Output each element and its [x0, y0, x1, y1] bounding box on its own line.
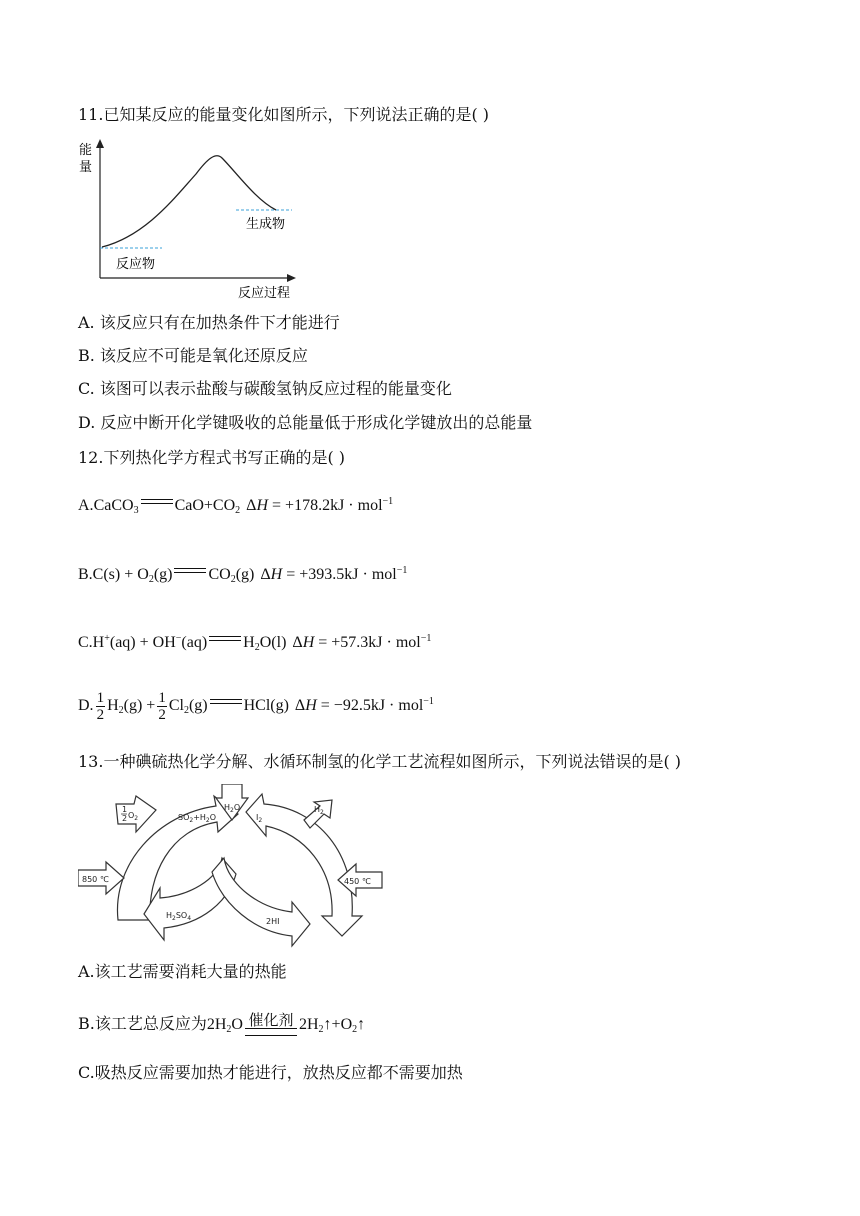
q12-option-d: D. $\frac{1}{2}$ $H_2(g)$ + $\frac{1}{2}$ $Cl_2(g)$ HCl(g) ΔH = −92.5kJ · mol$^{-1}$ [78, 690, 434, 723]
question-12-stem: 12.下列热化学方程式书写正确的是( ) [78, 448, 346, 467]
q11-option-b: B. 该反应不可能是氧化还原反应 [78, 346, 308, 365]
half-den: 2 [122, 814, 128, 823]
gas-arrow-icon: ↑ [323, 1016, 332, 1033]
gas-arrow-icon: ↑ [357, 1016, 366, 1033]
y-axis-arrow-icon [96, 139, 104, 148]
fraction-half: $\frac{1}{2}$ [158, 690, 166, 723]
hi-label: 2HI [266, 917, 280, 926]
question-11-stem: 11.已知某反应的能量变化如图所示，下列说法正确的是( ) [78, 105, 490, 124]
q13-option-b: B.该工艺总反应为$2H_2O$ 催化剂 $2H_2↑+O_2↑$ [78, 1012, 365, 1040]
h2so4-label: $H_2SO_4$ [166, 911, 192, 922]
i2-label: $I_2$ [256, 813, 263, 824]
product-label: 生成物 [246, 217, 286, 232]
reactant-label: 反应物 [116, 257, 156, 272]
energy-curve [102, 156, 276, 247]
question-13-stem: 13.一种碘硫热化学分解、水循环制氢的化学工艺流程如图所示，下列说法错误的是( ) [78, 752, 682, 771]
q13-option-a: A.该工艺需要消耗大量的热能 [78, 962, 287, 981]
hi-arrow [212, 858, 310, 946]
x-label: 反应过程 [238, 286, 291, 301]
q12-option-c: C.H+(aq) + OH−(aq) $H_2O(l) \Delta H = +57.3kJ \cdot mol^{-1}$ [78, 633, 432, 653]
iodine-sulfur-cycle-diagram [78, 784, 390, 950]
so2-h2o-label: $SO_2+H_2O$ [178, 813, 217, 824]
h2o-label: $H_2O$ [224, 803, 241, 814]
temp-450: 450 ℃ [344, 877, 371, 886]
y-label-1: 能 [79, 143, 93, 158]
q13-option-c: C.吸热反应需要加热才能进行，放热反应都不需要加热 [78, 1063, 463, 1082]
temp-850: 850 ℃ [82, 875, 109, 884]
q11-option-a: A. 该反应只有在加热条件下才能进行 [78, 313, 340, 332]
y-label-2: 量 [79, 160, 93, 175]
x-axis-arrow-icon [287, 274, 296, 282]
q11-option-d: D. 反应中断开化学键吸收的总能量低于形成化学键放出的总能量 [78, 413, 533, 432]
equals-sign [210, 699, 242, 707]
catalyst-condition: 催化剂 [245, 1012, 297, 1040]
q11-option-c: C. 该图可以表示盐酸与碳酸氢钠反应过程的能量变化 [78, 379, 452, 398]
equals-sign [209, 636, 241, 644]
equals-sign [141, 499, 173, 507]
q12-option-b: $B.C(s) + O_2(g)$ $CO_2(g) \Delta H = +393.5kJ \cdot mol^{-1}$ [78, 565, 408, 585]
half-num: 1 [122, 805, 128, 814]
h2-label: $H_2$ [314, 805, 324, 816]
energy-diagram [76, 136, 302, 304]
q12-option-a: A.CaCO$_3$ $CaO+CO_2$ ΔH = +178.2kJ · mol$^{-1}$ [78, 496, 394, 516]
equals-sign [174, 568, 206, 576]
fraction-half: $\frac{1}{2}$ [96, 690, 105, 723]
o2-label: $O_2$ [128, 811, 139, 822]
